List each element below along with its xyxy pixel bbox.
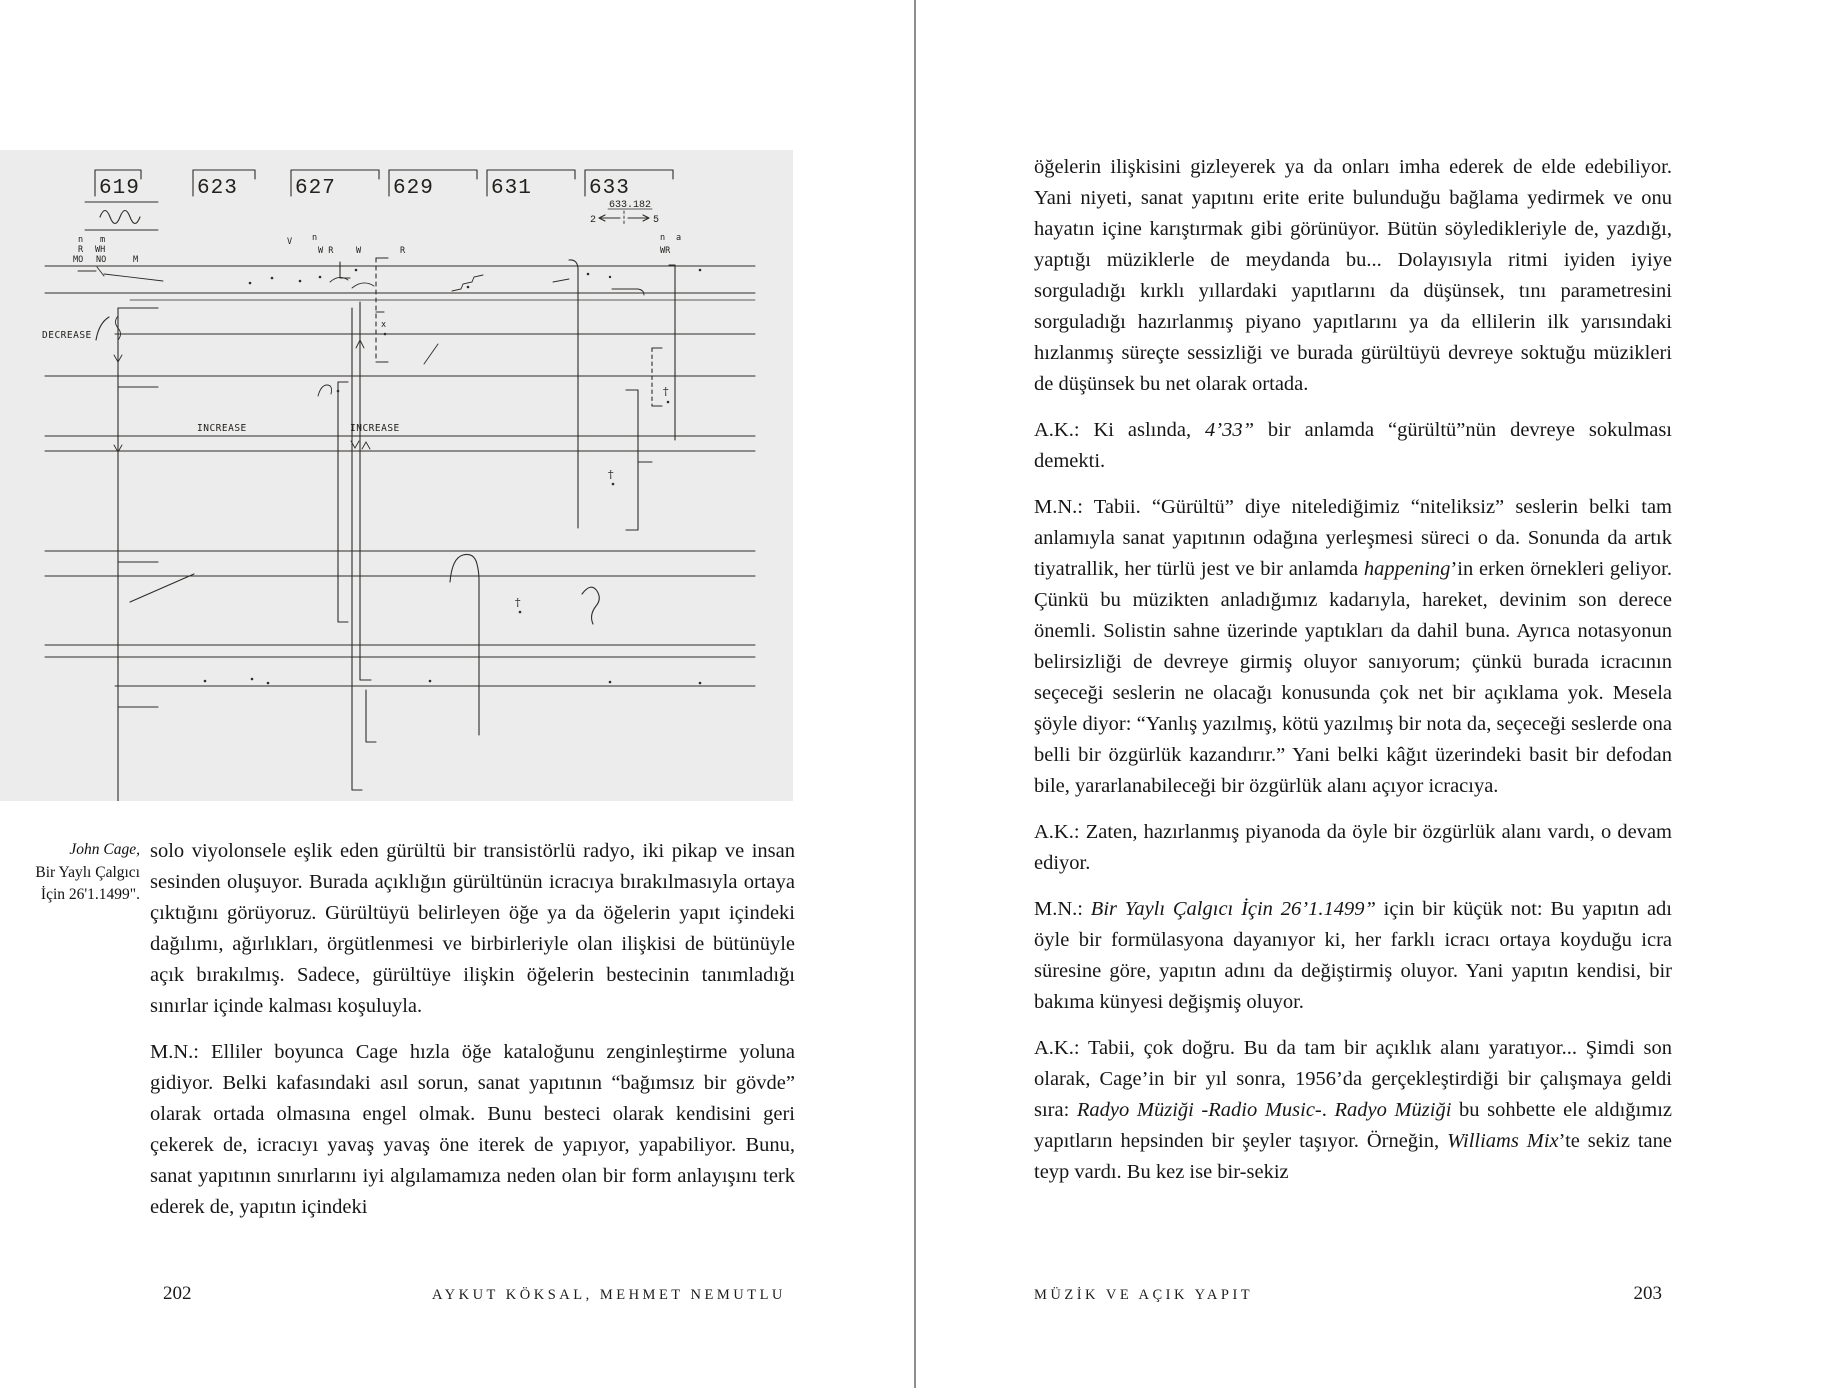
increase-label: INCREASE — [350, 423, 400, 434]
decrease-label: DECREASE — [42, 330, 92, 341]
running-head-right: MÜZİK VE AÇIK YAPIT — [1034, 1287, 1254, 1303]
score-glyph: R — [78, 245, 84, 255]
measure-number: 619 — [99, 177, 140, 200]
score-paper — [0, 150, 793, 801]
score-glyph: WH — [95, 245, 106, 255]
score-figure — [0, 150, 793, 801]
score-glyph: n — [312, 233, 318, 243]
figure-caption — [14, 839, 140, 907]
paragraph: solo viyolonsele eşlik eden gürültü bir transistörlü radyo, iki pikap ve insan sesinden oluşuyor. Burada açıklığın gürültünün icracıya bırakılmasıyla ortaya çıktığını görüyoruz. Gürültüyü belirleyen öğe ya da öğelerin yapıt içindeki dağılımı, ağırlıkları, örgütlenmesi ve birbirleriyle olan ilişkisi de bütünüyle açık bırakılmış. Sadece, gürültüye ilişkin öğelerin bestecinin tanımladığı sınırlar içinde kalması koşuluyla. — [150, 840, 795, 1017]
paragraph: A.K.: Zaten, hazırlanmış piyanoda da öyle bir özgürlük alanı vardı, o devam ediyor. — [1034, 821, 1672, 874]
score-glyph: n — [78, 235, 84, 245]
paragraph: M.N.: Tabii. “Gürültü” diye nitelediğimiz “niteliksiz” seslerin belki tam anlamıyla sanat yapıtının odağına yerleşmesi süreci o da. Sonunda da artık tiyatrallik, her türlü jest ve bir anlamda happening’in erken örnekleri geliyor. Çünkü bu müzikten anladığımız kadarıyla, hareket, devinim son derece önemli. Solistin sahne üzerinde yaptıkları da dahil buna. Ayrıca notasyonun belirsizliği de devreye girmiş oluyor sanıyorum; çünkü burada icracının seçeceği seslerin ne olacağı konusunda çok net bir açıklama yok. Mesela şöyle diyor: “Yanlış yazılmış, kötü yazılmış bir nota da, seçeceği seslerde ona belli bir özgürlük kazandırır.” Yani belki kâğıt üzerindeki basit bir defodan bile, yararlanabileceği bir özgürlük alanı açıyor icracıya. — [1034, 496, 1672, 797]
score-glyph: a — [676, 233, 682, 243]
score-glyph: V — [287, 237, 293, 247]
score-glyph: MO — [73, 255, 84, 265]
score-range-right: 5 — [653, 215, 660, 226]
dagger-mark: † — [663, 385, 669, 398]
score-glyph: m — [100, 235, 106, 245]
caption-line-author: John Cage, — [69, 841, 140, 858]
paragraph: M.N.: Elliler boyunca Cage hızla öğe kataloğunu zenginleştirme yoluna gidiyor. Belki kafasındaki asıl sorun, sanat yapıtının “bağımsız bir gövde” olarak ortada olmasına engel olmak. Bunu besteci olarak kendisini geri çekerek de, icracıyı yavaş yavaş öne iterek de yapıyor, yapabiliyor. Bunu, sanat yapıtının sınırlarını iyi algılamamıza neden olan bir form anlayışını terk ederek de, yapıtın içindeki — [150, 1041, 795, 1218]
score-glyph: NO — [96, 255, 107, 265]
paragraph: A.K.: Tabii, çok doğru. Bu da tam bir açıklık alanı yaratıyor... Şimdi son olarak, Cage’in bir yıl sonra, 1956’da gerçekleştirdiği bir çalışmaya geldi sıra: Radyo Müziği -Radio Music-. Radyo Müziği bu sohbette ele aldığımız yapıtların hepsinden bir şeyler taşıyor. Örneğin, Williams Mix’te sekiz tane teyp vardı. Bu kez ise bir-sekiz — [1034, 1037, 1672, 1183]
page-number-left: 202 — [163, 1283, 192, 1304]
measure-number: 631 — [491, 177, 532, 200]
score-glyph: W — [356, 246, 362, 256]
page-number-right: 203 — [1633, 1283, 1662, 1304]
score-glyph: x — [381, 320, 387, 330]
score-glyph: W R — [318, 246, 334, 256]
score-range-left: 2 — [590, 215, 597, 226]
paragraph: A.K.: Ki aslında, 4’33” bir anlamda “gürültü”nün devreye sokulması demekti. — [1034, 419, 1672, 472]
score-sub-number: 633.182 — [609, 200, 652, 211]
increase-label: INCREASE — [197, 423, 247, 434]
measure-number: 629 — [393, 177, 434, 200]
dagger-mark: † — [608, 468, 614, 481]
running-head-left: AYKUT KÖKSAL, MEHMET NEMUTLU — [432, 1287, 786, 1303]
measure-number: 627 — [295, 177, 336, 200]
right-body-text — [1034, 152, 1672, 1188]
score-graphic-notation — [0, 150, 793, 801]
caption-line-title: Bir Yaylı Çalgıcı — [35, 863, 140, 881]
paragraph: öğelerin ilişkisini gizleyerek ya da onları imha ederek de elde edebiliyor. Yani niyeti, sanat yapıtını erite erite bulunduğu bağlama yedirmek ve onu hayatın içine karıştırmak gibi görünüyor. Bütün söyledikleriyle de, yazdığı, yaptığı müziklerle de meydanda bu... Dolayısıyla ritmi iyiden iyiye sorguladığı kırklı yıllardaki yapıtlarını da düşünsek, tını parametresini sorguladığı hazırlanmış piyano yapıtlarını ya da ellilerin ilk yarısındaki hızlanmış süreçte sessizliği ve burada gürültüyü devreye soktuğu müzikleri de düşünsek bu net olarak ortada. — [1034, 156, 1672, 395]
page-right — [916, 0, 1831, 1388]
score-glyph: M — [133, 255, 139, 265]
paragraph: M.N.: Bir Yaylı Çalgıcı İçin 26’1.1499” için bir küçük not: Bu yapıtın adı öyle bir formülasyona dayanıyor ki, her farklı icracı ortaya koyduğu icra süresine göre, yapıtın adını da değiştirmiş oluyor. Yani yapıtın kendisi, bir bakıma künyesi değişmiş oluyor. — [1034, 898, 1672, 1013]
score-glyph: n — [660, 233, 666, 243]
score-glyph: R — [400, 246, 406, 256]
page-left — [0, 0, 914, 1388]
caption-line-title-2: İçin 26'1.1499". — [40, 886, 140, 903]
left-body-text — [150, 836, 795, 1223]
measure-number: 623 — [197, 177, 238, 200]
dagger-mark: † — [515, 596, 521, 609]
score-glyph: WR — [660, 246, 671, 256]
measure-number: 633 — [589, 177, 630, 200]
